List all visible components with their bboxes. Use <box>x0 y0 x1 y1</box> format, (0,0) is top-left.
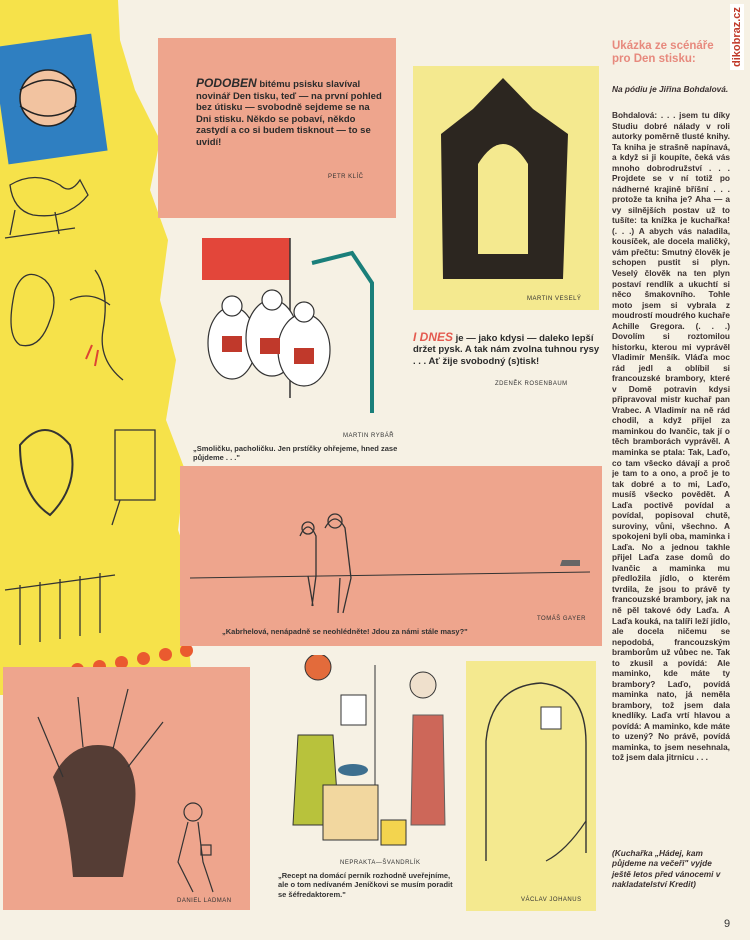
cartoon-vesely-art <box>423 74 583 284</box>
column-heading: Ukázka ze scénáře pro Den stisku: <box>612 40 714 66</box>
gayer-caption: „Kabrhelová, nenápadně se neohlédněte! Jdou za námi stále masy?" <box>222 627 468 636</box>
column-intro: Na pódiu je Jiřina Bohdalová. <box>612 84 729 94</box>
neprakta-author: NEPRAKTA—ŠVANDRLÍK <box>340 860 421 866</box>
poem-zdenek-rosenbaum <box>413 330 603 387</box>
watermark: dikobraz.cz <box>730 4 744 70</box>
column-body-text: Bohdalová: . . . jsem tu díky Studiu dobré nálady v roli autorky poměrně tlusté knihy. Ta kniha je strašně napínavá, a když si ji koupíte, čeká vás mnoho dobrodružství . . . Projdete se v ní totiž po nádherné krajině bříšní . . . protože ta kniha je? Aha — a vy silnějších postav už to tušíte: ta knížka je kuchařka! (. . .) A abych vás naladila, kousíček, ale docela maličký, vám přečtu: Smutný člověk je schopen pustit si plyn. Veselý člověk na ten plyn postaví rendlík a ukuchtí si něco šmakovního. Tohle moto jsem si vybrala z moudrostí moudrého kuchaře Achille Gregora. (. . .) Dovolím si roztomilou historku, kterou mi vyprávěl Vladimír Menšík. Vláďa moc rád jedl a oblíbil si francouzské brambory, které v Domě potravin kdysi připravoval mistr kuchař pan Vrabec. A Vladimír na ně rád chodil, a když přijel za maminkou do Ivančic, tak jí o těch bramborách vyprávěl. A maminka se ptala: Tak, Laďo, co tam všecko dávají a proč je tam to a ono, a proč je to tak dobré a to mi, Laďo, musíš všecko povědět. A Laďa poctivě povídal a povídal, popisoval chutě, suroviny, vůni, všechno. A spokojeni byli oba, maminka i Laďa. No a jednou takhle přijel Laďa zase domů do Ivančic a maminka mu předložila jídlo, o kterém tvrdila, že jsou to právě ty francouzské brambory, jak na ně pěl takové ódy Laďa. A Laďa kouká, na talíři leží jídlo, ale docela ničemu se nepodobá, francouzským bramborům už vůbec ne. Tak to zkusil a povídá: Ale maminko, kde máte ty brambory? Laďo, povídá maminka nato, já neměla brambory, tož jsem dala knedlíky. Laďa vrtí hlavou a povídá: A maminko, kde máte to uzený? No právě, povídá maminka, to jsem nesehnala, tož jsem dala jitrnicu . . . <box>612 110 730 763</box>
gayer-author: TOMÁŠ GAYER <box>537 616 586 622</box>
johanus-author: VÁCLAV JOHANUS <box>521 897 582 903</box>
rybar-author: MARTIN RYBÁŘ <box>343 433 395 439</box>
cartoon-rybar-art <box>192 228 402 428</box>
ladman-author: DANIEL LADMAN <box>177 898 232 904</box>
column-body <box>612 110 730 835</box>
cartoon-neprakta-art <box>273 655 458 860</box>
poem2-author: ZDENĚK ROSENBAUM <box>495 381 568 388</box>
poem2-text: je — jako kdysi — daleko lepší držet pysk. A tak nám zvolna tuhnou rysy . . . Ať žije svobodný (s)tisk! <box>413 333 600 367</box>
cartoon-ladman <box>3 667 250 910</box>
page-number: 9 <box>724 918 731 930</box>
vesely-author: MARTIN VESELÝ <box>527 296 582 302</box>
column-footer: (Kuchařka „Hádej, kam půjdeme na večeři" vyjde ještě letos před vánocemi v nakladatelství Kredit) <box>612 848 721 890</box>
cartoon-gayer <box>180 466 602 646</box>
cartoon-johanus <box>466 661 596 911</box>
poem-petr-klic <box>158 38 396 218</box>
poem1-author: PETR KLÍČ <box>328 174 364 180</box>
cartoon-vesely <box>413 66 599 310</box>
cartoon-johanus-art <box>466 661 596 911</box>
neprakta-caption: „Recept na domácí perník rozhodně uveřejníme, ale o tom nedívaném Jeníčkovi se musím poradit se šéfredaktorem." <box>278 871 453 899</box>
poem2-lead: I DNES <box>413 330 454 344</box>
rybar-caption: „Smoličku, pacholičku. Jen prstíčky ohřejeme, hned zase půjdeme . . ." <box>193 444 398 463</box>
cartoon-ladman-art <box>3 667 250 910</box>
poem1-lead: PODOBEN <box>196 76 257 90</box>
poem1-text: bitému psisku slavíval novinář Den tisku, teď — na první pohled bez útisku — svobodně sejdeme se na Dni stisku. Někdo se pobaví, někdo zastydí a co si budem tisknout — to se uvidí! <box>196 79 382 148</box>
